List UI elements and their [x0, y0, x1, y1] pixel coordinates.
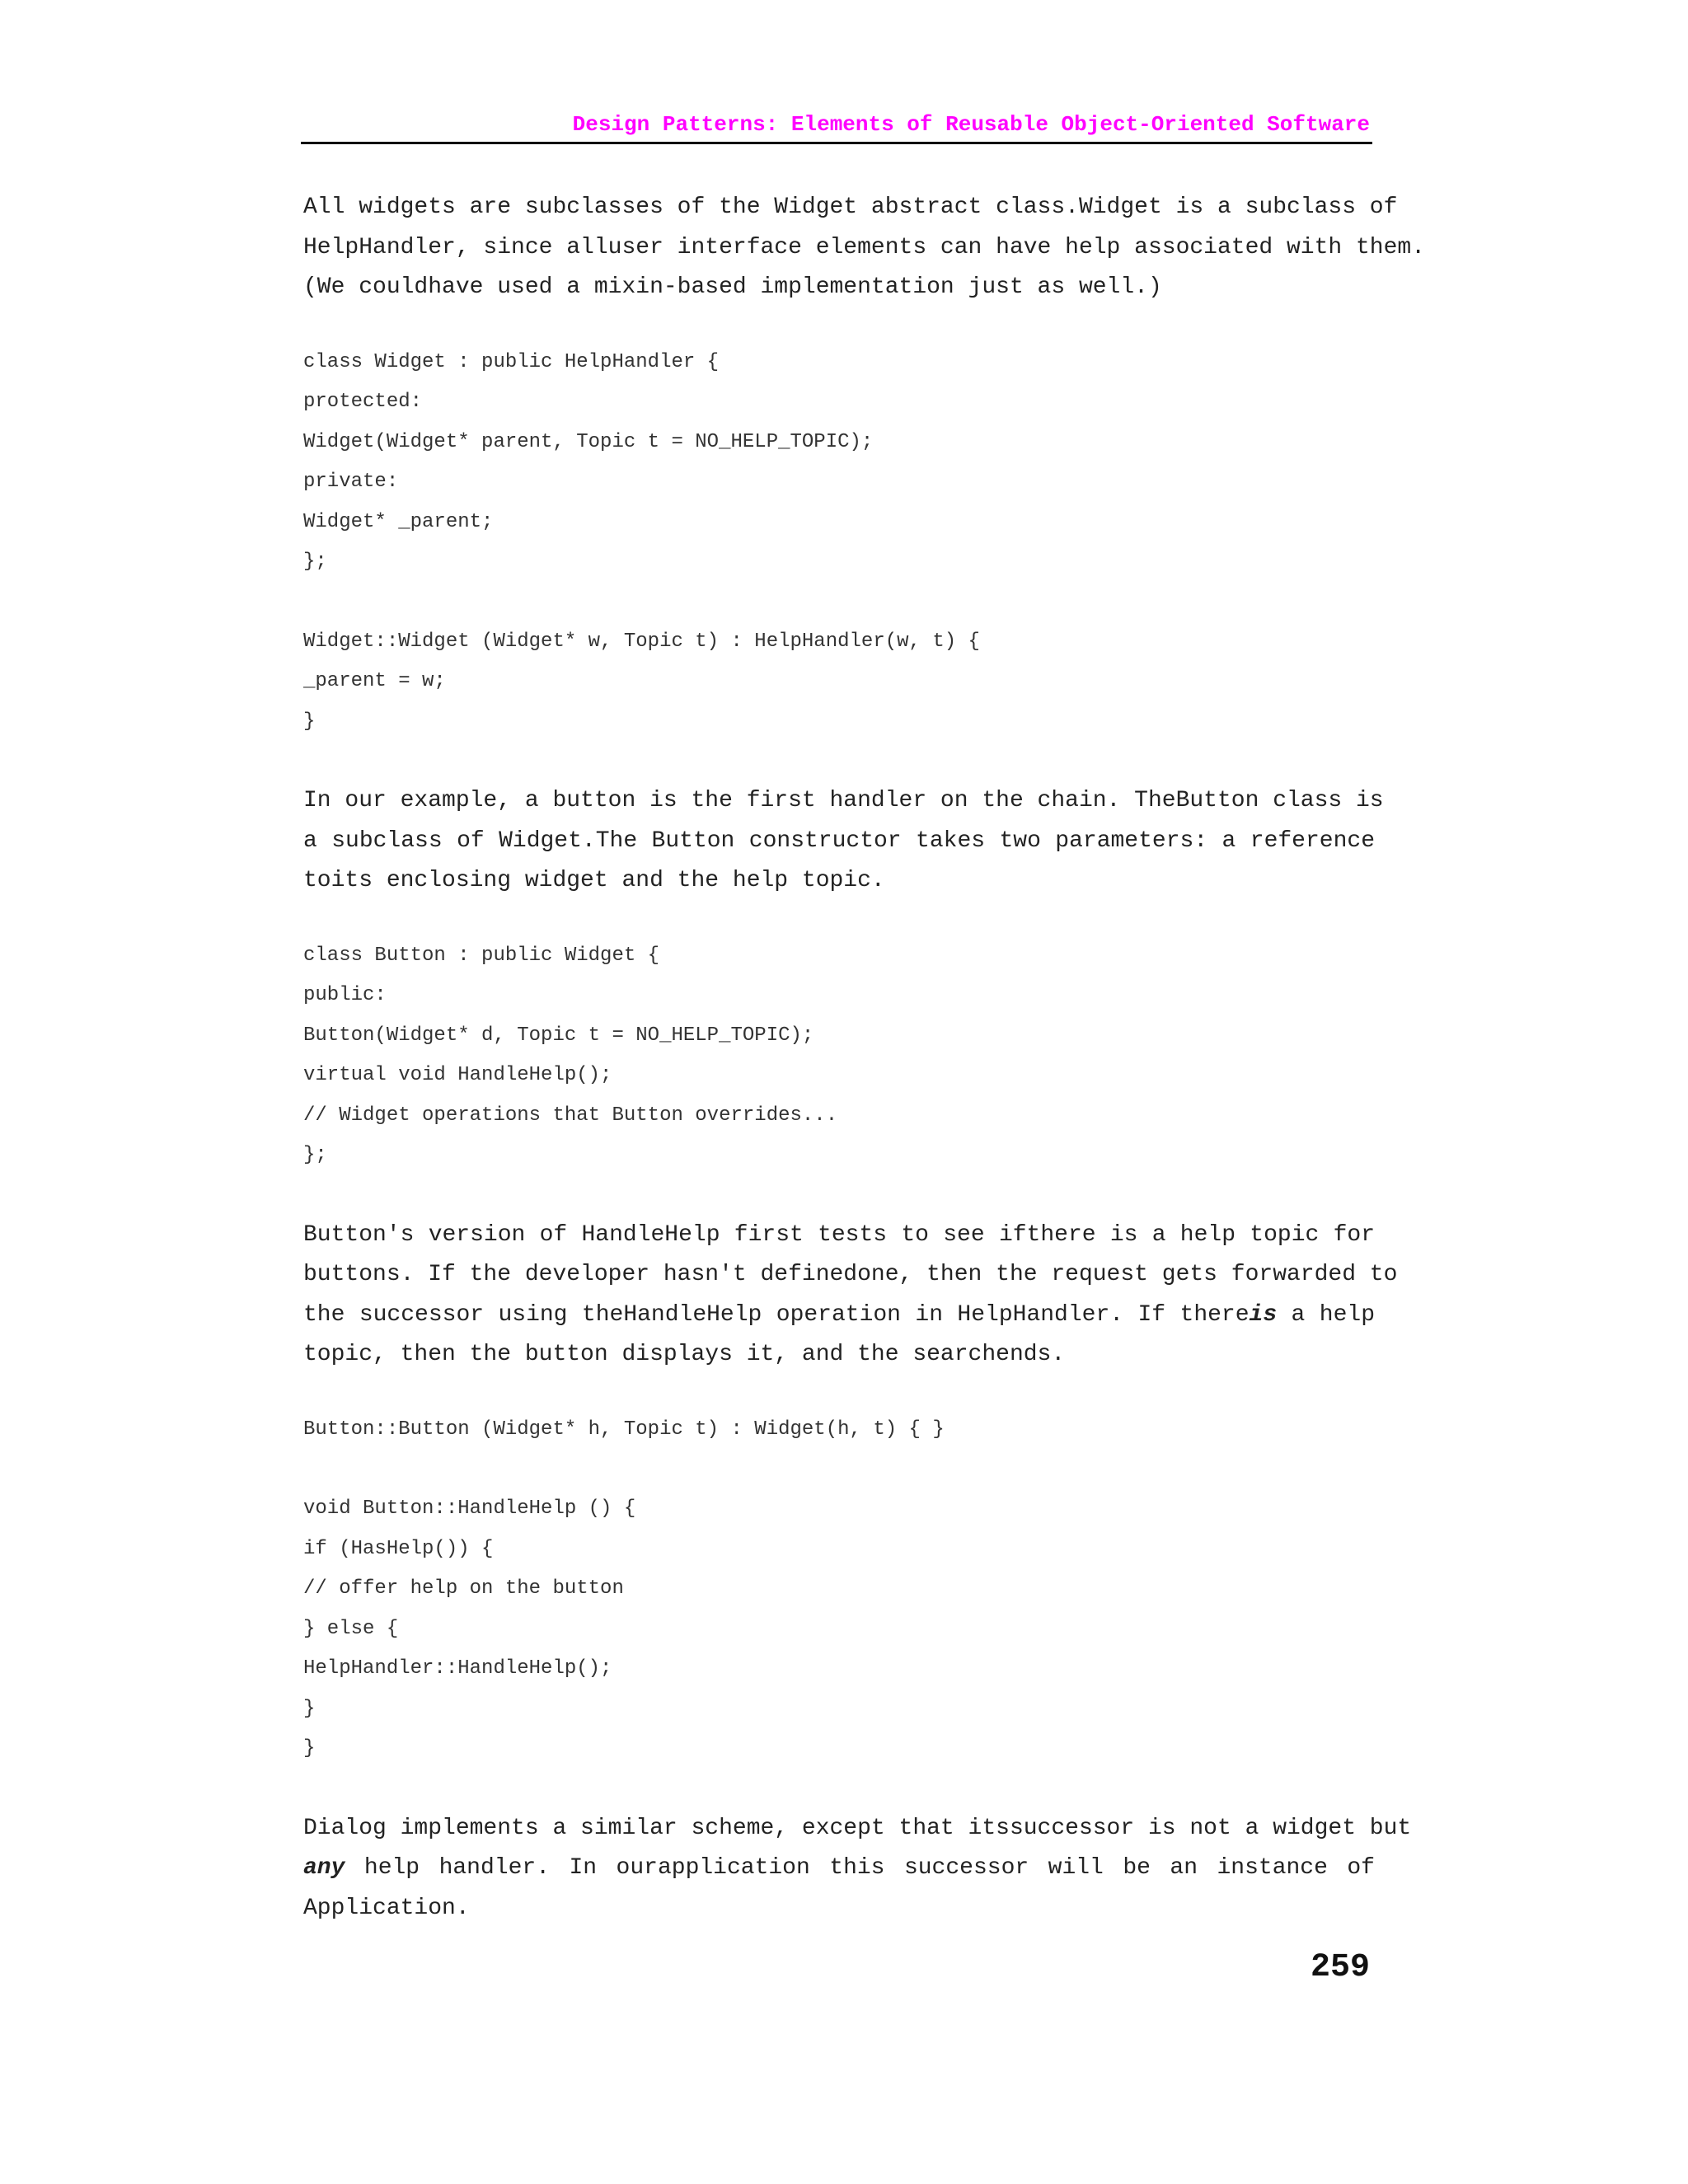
code-line: class Button : public Widget { [303, 944, 660, 967]
code-line: // Widget operations that Button overrides... [303, 1104, 838, 1127]
code-line: class Widget : public HelpHandler { [303, 350, 720, 373]
paragraph-handlehelp [303, 1216, 1398, 1376]
text-fragment: a help [1277, 1301, 1375, 1328]
text-line: topic, then the button displays it, and the searchends. [303, 1342, 1066, 1367]
emphasis: any [303, 1855, 345, 1881]
code-line: void Button::HandleHelp () { [303, 1497, 636, 1520]
text-line: Button's version of HandleHelp first tests to see ifthere is a help topic for [303, 1221, 1375, 1248]
code-block-button-constructor [303, 1410, 1375, 1451]
code-line: } [303, 710, 316, 733]
running-header [301, 105, 1372, 144]
text-line: toits enclosing widget and the help topic. [303, 868, 885, 893]
code-block-widget-constructor [303, 622, 1375, 743]
text-line: (We couldhave used a mixin-based implementation just as well.) [303, 274, 1162, 300]
code-line: } else { [303, 1617, 399, 1640]
book-title: Design Patterns: Elements of Reusable Object-Oriented Software [572, 112, 1370, 137]
code-line: Widget(Widget* parent, Topic t = NO_HELP_TOPIC); [303, 430, 874, 453]
code-line: protected: [303, 391, 423, 413]
code-line: Button(Widget* d, Topic t = NO_HELP_TOPIC); [303, 1024, 814, 1047]
code-line: _parent = w; [303, 670, 446, 692]
text-line [303, 1849, 1375, 1889]
text-line [303, 1296, 1375, 1336]
code-line: HelpHandler::HandleHelp(); [303, 1657, 612, 1680]
text-line: In our example, a button is the first handler on the chain. TheButton class is [303, 788, 1384, 813]
code-line: public: [303, 984, 387, 1006]
code-block-widget-class [303, 343, 1375, 583]
code-line: Widget::Widget (Widget* w, Topic t) : HelpHandler(w, t) { [303, 630, 980, 653]
text-line: All widgets are subclasses of the Widget abstract class.Widget is a subclass of [303, 194, 1398, 220]
code-block-button-class [303, 936, 1375, 1176]
code-line: }; [303, 1144, 327, 1166]
code-line: if (HasHelp()) { [303, 1537, 494, 1560]
code-block-handlehelp [303, 1489, 1375, 1769]
code-line: } [303, 1697, 316, 1720]
text-line: Application. [303, 1895, 470, 1921]
code-line: } [303, 1737, 316, 1760]
code-line: }; [303, 551, 327, 573]
emphasis: is [1249, 1301, 1278, 1328]
code-line: Button::Button (Widget* h, Topic t) : Widget(h, t) { } [303, 1418, 945, 1441]
code-line: // offer help on the button [303, 1577, 624, 1600]
page-number: 259 [1310, 1949, 1370, 1986]
code-line: virtual void HandleHelp(); [303, 1064, 612, 1086]
code-line: Widget* _parent; [303, 510, 494, 533]
text-fragment: the successor using theHandleHelp operation in HelpHandler. If there [303, 1301, 1250, 1328]
text-line: buttons. If the developer hasn't definedone, then the request gets forwarded to [303, 1262, 1398, 1287]
paragraph-dialog [303, 1809, 1412, 1929]
paragraph-widgets-intro [303, 188, 1426, 308]
text-fragment: help handler. In ourapplication this successor will be an instance of [345, 1855, 1375, 1881]
text-line: a subclass of Widget.The Button constructor takes two parameters: a reference [303, 827, 1375, 854]
page-content [303, 188, 1426, 1929]
code-line: private: [303, 471, 399, 493]
paragraph-button-handler [303, 781, 1384, 902]
text-line: Dialog implements a similar scheme, except that itssuccessor is not a widget but [303, 1815, 1412, 1841]
text-line: HelpHandler, since alluser interface elements can have help associated with them. [303, 234, 1426, 260]
